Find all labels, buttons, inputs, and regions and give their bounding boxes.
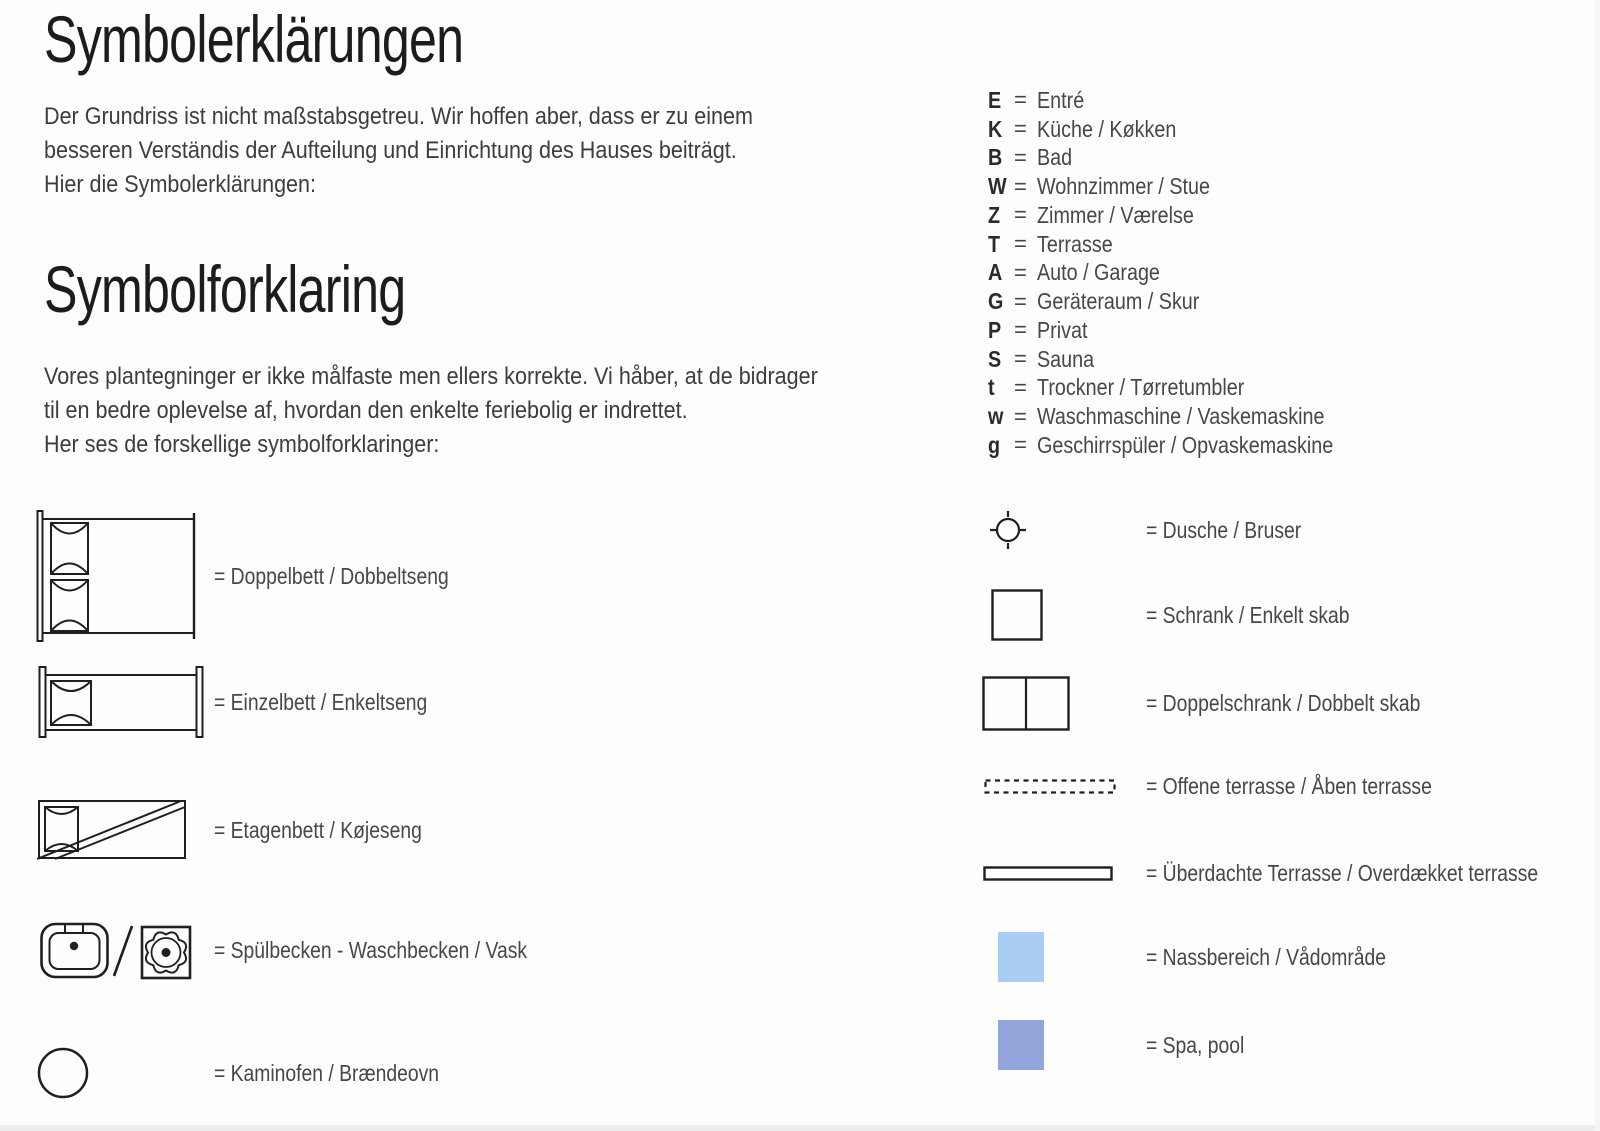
abbreviation-letter [988, 144, 1014, 171]
symbol-label-text: = Spa, pool [1146, 1031, 1245, 1058]
abbreviation-letter [988, 87, 1014, 114]
text-line-de-3: Hier die Symbolerklärungen: [44, 171, 317, 198]
abbreviation-value-text: Entré [1037, 86, 1085, 113]
legend-row-single-bed [38, 666, 468, 738]
legend-row-wet-area [998, 932, 1432, 982]
equals-sign: = [1014, 432, 1027, 458]
symbol-label [214, 563, 493, 590]
symbol-label-text: = Dusche / Bruser [1146, 516, 1302, 543]
abbreviation-value [1037, 374, 1284, 401]
single-bed-icon [38, 666, 204, 738]
symbol-label-text: = Nassbereich / Vådområde [1146, 943, 1387, 970]
abbreviation-letter [988, 403, 1014, 430]
page-title-german [44, 4, 596, 74]
text-line-da-1: Vores plantegninger er ikke målfaste men ellers korrekte. Vi håber, at de bidrager [44, 363, 818, 390]
bunk-bed-icon [37, 799, 187, 861]
wood-stove-icon [37, 1046, 89, 1100]
legend-row-double-wardrobe [982, 676, 1473, 731]
legend-row-covered-terrace [983, 860, 1600, 886]
abbreviation-value [1037, 403, 1379, 430]
equals-sign: = [1014, 374, 1027, 400]
abbreviation-value [1037, 432, 1390, 459]
abbreviation-row-private [988, 316, 1390, 345]
abbreviation-row-sauna [988, 345, 1390, 374]
page-title-danish-text: Symbolforklaring [44, 252, 406, 326]
symbol-label [1146, 773, 1486, 800]
legend-row-wardrobe [991, 589, 1388, 641]
symbol-label [1146, 517, 1331, 544]
page-edge-shadow-bottom [0, 1125, 1600, 1131]
page-title-german-text: Symbolerklärungen [44, 2, 464, 76]
abbreviation-value-text: Terrasse [1037, 230, 1113, 257]
equals-sign: = [1014, 288, 1027, 314]
abbreviation-letter-text: B [988, 144, 1003, 171]
intro-paragraph-danish [44, 360, 923, 462]
equals-sign: = [1014, 87, 1027, 113]
text-line-da-3: Her ses de forskellige symbolforklaringer: [44, 431, 440, 458]
abbreviation-row-dryer [988, 374, 1390, 403]
abbreviation-letter [988, 317, 1014, 344]
abbreviation-letter-text: t [988, 374, 995, 401]
shower-icon [988, 509, 1028, 551]
symbol-label [1146, 944, 1432, 971]
abbreviation-row-kitchen [988, 115, 1390, 144]
legend-row-open-terrace [984, 773, 1486, 799]
abbreviation-letter [988, 173, 1014, 200]
double-wardrobe-icon [982, 676, 1070, 731]
abbreviation-value [1037, 116, 1203, 143]
abbreviation-letter-text: G [988, 288, 1004, 315]
symbol-label-text: = Einzelbett / Enkeltseng [214, 688, 428, 715]
symbol-label [214, 817, 461, 844]
abbreviation-letter [988, 346, 1014, 373]
symbol-label-text: = Kaminofen / Brændeovn [214, 1059, 440, 1086]
equals-sign: = [1014, 231, 1027, 257]
equals-sign: = [1014, 259, 1027, 285]
abbreviation-letter-text: S [988, 345, 1002, 372]
abbreviation-value-text: Bad [1037, 144, 1073, 171]
abbreviation-letter [988, 116, 1014, 143]
equals-sign: = [1014, 346, 1027, 372]
legend-row-shower [988, 509, 1331, 551]
legend-row-double-bed [36, 510, 493, 642]
symbol-label-text: = Offene terrasse / Åben terrasse [1146, 773, 1432, 799]
text-line-de-2: besseren Verständis der Aufteilung und Einrichtung des Hauses beiträgt. [44, 137, 737, 164]
symbol-label [1146, 1032, 1263, 1059]
abbreviation-letter [988, 231, 1014, 258]
abbreviation-letter [988, 432, 1014, 459]
abbreviation-letter-text: w [988, 403, 1004, 430]
equals-sign: = [1014, 317, 1027, 343]
spa-pool-swatch [998, 1020, 1044, 1070]
abbreviation-row-livingroom [988, 172, 1390, 201]
equals-sign: = [1014, 403, 1027, 429]
legend-row-spa-pool [998, 1020, 1263, 1070]
legend-row-bunk-bed [37, 799, 461, 861]
abbreviation-letter-text: P [988, 316, 1002, 343]
abbreviation-letter-text: A [988, 259, 1003, 286]
abbreviation-letter-text: g [988, 431, 1001, 458]
abbreviation-row-washer [988, 402, 1390, 431]
open-terrace-icon [984, 779, 1116, 794]
abbreviation-value-text: Geräteraum / Skur [1037, 288, 1200, 315]
abbreviation-row-room [988, 201, 1390, 230]
abbreviation-row-terrace [988, 230, 1390, 259]
abbreviation-row-dishwasher [988, 431, 1390, 460]
abbreviation-letter-text: E [988, 86, 1002, 113]
abbreviation-value-text: Privat [1037, 316, 1088, 343]
abbreviation-value [1037, 317, 1097, 344]
abbreviation-letter-text: T [988, 230, 1001, 257]
abbreviation-value-text: Sauna [1037, 345, 1095, 372]
page-title-danish [44, 254, 520, 324]
equals-sign: = [1014, 173, 1027, 199]
abbreviation-letter [988, 288, 1014, 315]
abbreviation-value [1037, 144, 1079, 171]
symbol-label-text: = Schrank / Enkelt skab [1146, 601, 1350, 628]
abbreviation-value-text: Trockner / Tørretumbler [1037, 374, 1245, 401]
symbol-label [214, 937, 587, 964]
abbreviation-value [1037, 202, 1224, 229]
symbol-label-text: = Doppelschrank / Dobbelt skab [1146, 690, 1421, 716]
legend-row-stove [37, 1046, 482, 1100]
double-bed-icon [36, 510, 198, 642]
symbol-label-text: = Doppelbett / Dobbeltseng [214, 562, 449, 589]
abbreviation-value [1037, 288, 1230, 315]
abbreviation-letter-text: W [988, 173, 1007, 200]
abbreviation-value-text: Geschirrspüler / Opvaskemaskine [1037, 431, 1334, 458]
equals-sign: = [1014, 202, 1027, 228]
equals-sign: = [1014, 116, 1027, 142]
abbreviation-value [1037, 231, 1127, 258]
abbreviation-letter-text: K [988, 115, 1003, 142]
abbreviation-value [1037, 346, 1105, 373]
symbol-label [1146, 860, 1600, 887]
legend-row-sink [40, 920, 587, 980]
abbreviation-value-text: Küche / Køkken [1037, 115, 1177, 142]
abbreviation-list [988, 86, 1390, 460]
page-edge-shadow-right [1595, 0, 1600, 1131]
abbreviation-letter [988, 259, 1014, 286]
symbol-label-text: = Spülbecken - Waschbecken / Vask [214, 936, 528, 963]
symbol-label [214, 1060, 482, 1087]
symbol-label-text: = Etagenbett / Køjeseng [214, 816, 422, 843]
symbol-label [214, 689, 468, 716]
single-wardrobe-icon [991, 589, 1043, 641]
symbol-label [1146, 602, 1388, 629]
covered-terrace-icon [983, 866, 1113, 881]
abbreviation-value-text: Waschmaschine / Vaskemaskine [1037, 403, 1325, 430]
intro-paragraph-german [44, 100, 850, 202]
text-line-da-2: til en bedre oplevelse af, hvordan den enkelte feriebolig er indrettet. [44, 397, 688, 424]
equals-sign: = [1014, 144, 1027, 170]
symbol-label-text: = Überdachte Terrasse / Overdækket terrasse [1146, 860, 1539, 886]
abbreviation-value [1037, 87, 1093, 114]
symbol-label [1146, 690, 1473, 717]
abbreviation-value [1037, 259, 1183, 286]
abbreviation-row-toolshed [988, 287, 1390, 316]
abbreviation-value-text: Auto / Garage [1037, 259, 1160, 286]
text-line-de-1: Der Grundriss ist nicht maßstabsgetreu. Wir hoffen aber, dass er zu einem [44, 103, 753, 130]
sink-washbasin-icon [40, 920, 192, 980]
abbreviation-value-text: Zimmer / Værelse [1037, 201, 1194, 228]
abbreviation-value [1037, 173, 1243, 200]
abbreviation-row-bath [988, 144, 1390, 173]
abbreviation-row-garage [988, 259, 1390, 288]
abbreviation-letter [988, 374, 1014, 401]
abbreviation-value-text: Wohnzimmer / Stue [1037, 173, 1210, 200]
abbreviation-letter [988, 202, 1014, 229]
wet-area-swatch [998, 932, 1044, 982]
abbreviation-letter-text: Z [988, 201, 1001, 228]
abbreviation-row-entree [988, 86, 1390, 115]
